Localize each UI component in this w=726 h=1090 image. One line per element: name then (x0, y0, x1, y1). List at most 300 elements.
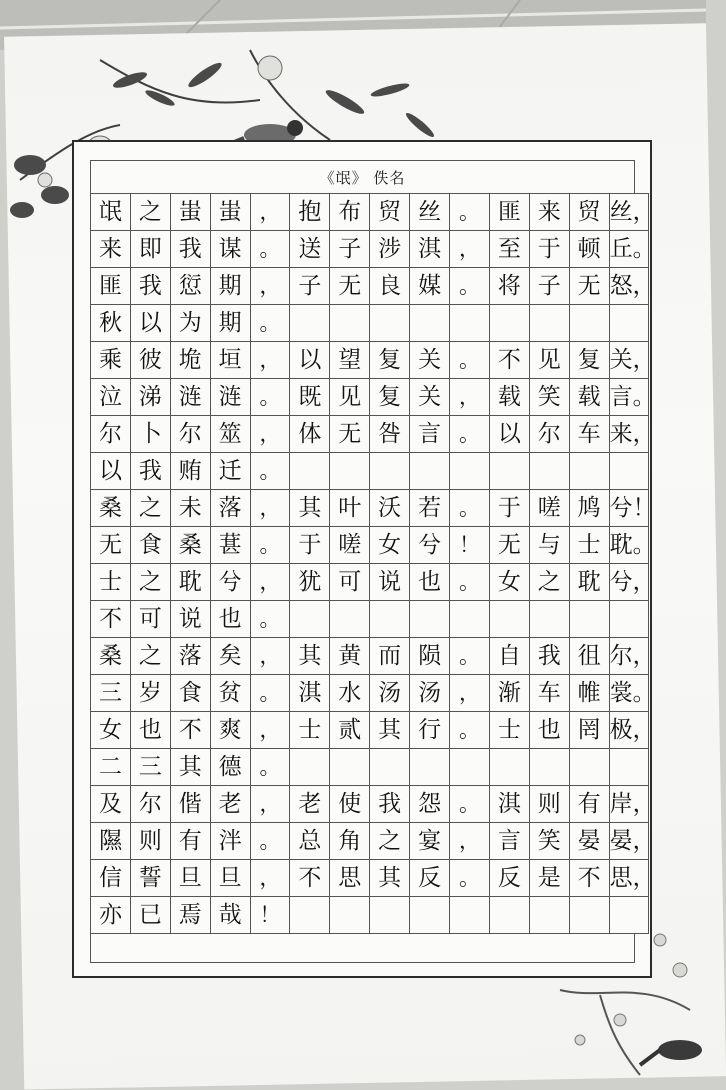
grid-cell: 丘。 (609, 231, 649, 268)
grid-cell: 望 (330, 342, 370, 379)
grid-cell (569, 453, 609, 490)
grid-cell: 子 (290, 268, 330, 305)
grid-cell: 良 (370, 268, 410, 305)
grid-cell: 。 (450, 638, 490, 675)
grid-cell: 自 (489, 638, 529, 675)
grid-cell (410, 453, 450, 490)
grid-cell: 帷 (569, 675, 609, 712)
grid-cell: 。 (250, 527, 290, 564)
grid-row (91, 897, 649, 934)
grid-cell: ， (250, 564, 290, 601)
grid-cell: 我 (370, 786, 410, 823)
grid-cell: 于 (489, 490, 529, 527)
grid-cell: ， (250, 786, 290, 823)
grid-cell: 载 (489, 379, 529, 416)
grid-cell: ， (250, 860, 290, 897)
grid-cell: 车 (529, 675, 569, 712)
grid-cell (489, 305, 529, 342)
grid-cell: 复 (370, 379, 410, 416)
grid-cell: 说 (370, 564, 410, 601)
grid-cell: 而 (370, 638, 410, 675)
grid-cell: 耽。 (609, 527, 649, 564)
grid-cell (330, 453, 370, 490)
character-grid (90, 193, 656, 934)
grid-cell: 谋 (210, 231, 250, 268)
grid-cell: 沃 (370, 490, 410, 527)
grid-cell: 之 (130, 564, 170, 601)
grid-cell: 载 (569, 379, 609, 416)
grid-cell: 不 (290, 860, 330, 897)
grid-cell: 尔 (130, 786, 170, 823)
grid-cell (609, 305, 649, 342)
grid-cell: 蚩 (210, 194, 250, 231)
grid-cell: 无 (330, 416, 370, 453)
grid-cell: 女 (370, 527, 410, 564)
grid-cell: 抱 (290, 194, 330, 231)
grid-cell: 爽 (210, 712, 250, 749)
grid-cell: ， (250, 638, 290, 675)
grid-cell: 以 (91, 453, 131, 490)
grid-cell: 泣 (91, 379, 131, 416)
grid-cell: 有 (569, 786, 609, 823)
grid-cell: 。 (250, 305, 290, 342)
grid-cell: 葚 (210, 527, 250, 564)
grid-row (91, 601, 649, 638)
grid-row (91, 268, 649, 305)
grid-cell: 泮 (210, 823, 250, 860)
grid-cell (609, 897, 649, 934)
grid-cell: 兮， (609, 564, 649, 601)
grid-cell: 。 (450, 564, 490, 601)
grid-cell: 为 (170, 305, 210, 342)
grid-cell: 。 (250, 675, 290, 712)
grid-cell: 无 (569, 268, 609, 305)
grid-cell (290, 749, 330, 786)
grid-cell (290, 453, 330, 490)
grid-cell: 来， (609, 416, 649, 453)
grid-cell: 之 (130, 638, 170, 675)
grid-cell: 关 (410, 342, 450, 379)
grid-row (91, 453, 649, 490)
grid-row (91, 786, 649, 823)
grid-cell: 无 (489, 527, 529, 564)
grid-cell: 角 (330, 823, 370, 860)
grid-cell: 我 (170, 231, 210, 268)
grid-cell: 送 (290, 231, 330, 268)
grid-row (91, 231, 649, 268)
grid-cell: ！ (450, 527, 490, 564)
grid-cell (410, 897, 450, 934)
grid-cell (410, 601, 450, 638)
grid-cell: 嗟 (529, 490, 569, 527)
grid-cell: 叶 (330, 490, 370, 527)
grid-cell: 徂 (569, 638, 609, 675)
writing-grid (90, 160, 656, 963)
grid-cell: ， (450, 231, 490, 268)
grid-cell: 。 (250, 231, 290, 268)
grid-cell: 秋 (91, 305, 131, 342)
grid-cell: ， (450, 379, 490, 416)
grid-cell: 言 (489, 823, 529, 860)
grid-cell: 女 (489, 564, 529, 601)
grid-cell: 来 (91, 231, 131, 268)
grid-row (91, 490, 649, 527)
grid-cell (330, 601, 370, 638)
grid-cell: 以 (489, 416, 529, 453)
grid-cell (450, 749, 490, 786)
grid-cell: 其 (370, 712, 410, 749)
grid-cell: 尔 (170, 416, 210, 453)
grid-cell: 卜 (130, 416, 170, 453)
grid-cell: 其 (290, 638, 330, 675)
grid-cell (290, 601, 330, 638)
grid-cell: 岁 (130, 675, 170, 712)
grid-cell: 贸 (569, 194, 609, 231)
grid-cell: 筮 (210, 416, 250, 453)
grid-cell: 汤 (410, 675, 450, 712)
grid-cell: 其 (290, 490, 330, 527)
grid-cell: 不 (489, 342, 529, 379)
grid-cell (330, 305, 370, 342)
grid-cell: 子 (330, 231, 370, 268)
grid-cell: 不 (91, 601, 131, 638)
grid-cell: 车 (569, 416, 609, 453)
grid-cell: 之 (130, 194, 170, 231)
grid-cell: 淇 (290, 675, 330, 712)
grid-cell (330, 749, 370, 786)
grid-cell: 。 (450, 490, 490, 527)
grid-cell: 晏 (569, 823, 609, 860)
grid-cell: 行 (410, 712, 450, 749)
grid-cell: 渐 (489, 675, 529, 712)
grid-cell: 怒， (609, 268, 649, 305)
grid-cell: 誓 (130, 860, 170, 897)
grid-cell: 复 (569, 342, 609, 379)
poem-title-row (90, 160, 635, 193)
grid-cell: 媒 (410, 268, 450, 305)
grid-cell: 我 (529, 638, 569, 675)
grid-cell: 也 (130, 712, 170, 749)
grid-cell: ， (250, 712, 290, 749)
grid-cell: 见 (529, 342, 569, 379)
grid-cell: 水 (330, 675, 370, 712)
grid-cell: 。 (250, 823, 290, 860)
grid-cell: 于 (529, 231, 569, 268)
grid-cell: 言 (410, 416, 450, 453)
grid-cell: 淇 (410, 231, 450, 268)
grid-cell: 反 (410, 860, 450, 897)
grid-cell: 之 (370, 823, 410, 860)
grid-cell (450, 601, 490, 638)
grid-cell (569, 749, 609, 786)
grid-cell: 氓 (91, 194, 131, 231)
grid-cell: ， (250, 342, 290, 379)
grid-cell (609, 453, 649, 490)
grid-cell (529, 601, 569, 638)
grid-cell (609, 601, 649, 638)
grid-cell: 士 (569, 527, 609, 564)
grid-cell: 尔 (91, 416, 131, 453)
grid-cell: 贰 (330, 712, 370, 749)
grid-cell: 犹 (290, 564, 330, 601)
grid-cell: 可 (330, 564, 370, 601)
grid-cell: 丝 (410, 194, 450, 231)
grid-cell (569, 305, 609, 342)
grid-cell: 宴 (410, 823, 450, 860)
grid-cell: 贸 (370, 194, 410, 231)
grid-cell (290, 305, 330, 342)
grid-row (91, 823, 649, 860)
grid-cell (569, 601, 609, 638)
grid-cell: ， (250, 268, 290, 305)
grid-cell: 不 (569, 860, 609, 897)
grid-cell: 汤 (370, 675, 410, 712)
grid-cell: 。 (450, 786, 490, 823)
grid-cell: 期 (210, 268, 250, 305)
grid-cell: 关 (410, 379, 450, 416)
grid-cell: 垝 (170, 342, 210, 379)
grid-row (91, 860, 649, 897)
grid-cell: 以 (290, 342, 330, 379)
grid-cell: 即 (130, 231, 170, 268)
grid-cell: 。 (450, 268, 490, 305)
grid-cell: 已 (130, 897, 170, 934)
grid-cell (290, 897, 330, 934)
grid-cell: 偕 (170, 786, 210, 823)
grid-cell: 兮 (410, 527, 450, 564)
grid-cell: 矣 (210, 638, 250, 675)
grid-row (91, 712, 649, 749)
grid-cell: 也 (529, 712, 569, 749)
grid-cell: 乘 (91, 342, 131, 379)
grid-cell: 桑 (91, 490, 131, 527)
grid-cell: 丝， (609, 194, 649, 231)
grid-cell: 是 (529, 860, 569, 897)
grid-cell: 也 (210, 601, 250, 638)
grid-cell: 反 (489, 860, 529, 897)
grid-cell: 笑 (529, 379, 569, 416)
grid-cell: 罔 (569, 712, 609, 749)
grid-cell: 至 (489, 231, 529, 268)
grid-cell (330, 897, 370, 934)
grid-cell: 嗟 (330, 527, 370, 564)
grid-cell: 老 (290, 786, 330, 823)
grid-cell: 体 (290, 416, 330, 453)
grid-cell: 无 (330, 268, 370, 305)
grid-cell: 于 (290, 527, 330, 564)
grid-cell: 极， (609, 712, 649, 749)
grid-cell: 食 (130, 527, 170, 564)
grid-cell: ， (250, 490, 290, 527)
grid-cell: 淇 (489, 786, 529, 823)
grid-cell (609, 749, 649, 786)
poem-title: 《氓》 佚名 (319, 168, 406, 187)
grid-cell: 信 (91, 860, 131, 897)
grid-cell: 桑 (170, 527, 210, 564)
grid-cell: 贿 (170, 453, 210, 490)
grid-cell: 。 (250, 601, 290, 638)
grid-cell: 怨 (410, 786, 450, 823)
grid-cell (410, 305, 450, 342)
grid-cell: 若 (410, 490, 450, 527)
grid-cell: 隰 (91, 823, 131, 860)
grid-cell: ， (450, 675, 490, 712)
grid-cell: 。 (250, 379, 290, 416)
grid-row (91, 379, 649, 416)
grid-cell: 耽 (170, 564, 210, 601)
grid-cell: 。 (250, 453, 290, 490)
grid-cell: 亦 (91, 897, 131, 934)
grid-cell: 。 (450, 194, 490, 231)
grid-cell (529, 897, 569, 934)
grid-cell: 可 (130, 601, 170, 638)
grid-cell (370, 897, 410, 934)
grid-cell: 旦 (170, 860, 210, 897)
grid-cell: 来 (529, 194, 569, 231)
grid-cell (489, 601, 529, 638)
grid-cell: 迁 (210, 453, 250, 490)
grid-cell: 贫 (210, 675, 250, 712)
grid-cell: 不 (170, 712, 210, 749)
grid-cell: 涉 (370, 231, 410, 268)
grid-cell: 言。 (609, 379, 649, 416)
grid-cell: 匪 (91, 268, 131, 305)
grid-cell (529, 749, 569, 786)
grid-cell: 之 (529, 564, 569, 601)
grid-cell (450, 453, 490, 490)
grid-cell: 子 (529, 268, 569, 305)
grid-row (91, 305, 649, 342)
grid-cell: 复 (370, 342, 410, 379)
grid-cell: 说 (170, 601, 210, 638)
grid-cell: 。 (450, 342, 490, 379)
grid-cell: 之 (130, 490, 170, 527)
grid-cell: 岸， (609, 786, 649, 823)
grid-cell: 以 (130, 305, 170, 342)
grid-cell: 将 (489, 268, 529, 305)
grid-cell: 布 (330, 194, 370, 231)
grid-row (91, 749, 649, 786)
grid-cell: 尔 (529, 416, 569, 453)
grid-cell (370, 453, 410, 490)
grid-cell: 涟 (210, 379, 250, 416)
grid-cell: 。 (450, 416, 490, 453)
grid-row (91, 194, 649, 231)
grid-cell: 顿 (569, 231, 609, 268)
grid-cell (450, 305, 490, 342)
grid-cell: 德 (210, 749, 250, 786)
grid-cell: 有 (170, 823, 210, 860)
grid-cell: 落 (170, 638, 210, 675)
grid-cell: 兮 (210, 564, 250, 601)
grid-row (91, 416, 649, 453)
grid-cell: 期 (210, 305, 250, 342)
grid-cell: 三 (130, 749, 170, 786)
grid-cell (410, 749, 450, 786)
grid-cell: 二 (91, 749, 131, 786)
grid-cell: 桑 (91, 638, 131, 675)
grid-row (91, 638, 649, 675)
grid-cell: ！ (250, 897, 290, 934)
grid-cell (489, 453, 529, 490)
grid-cell: 尔， (609, 638, 649, 675)
grid-cell (529, 453, 569, 490)
grid-cell: 及 (91, 786, 131, 823)
grid-cell (370, 601, 410, 638)
grid-row (91, 342, 649, 379)
grid-row (91, 527, 649, 564)
grid-cell: 鸠 (569, 490, 609, 527)
grid-cell: 咎 (370, 416, 410, 453)
grid-cell (489, 897, 529, 934)
grid-cell: 也 (410, 564, 450, 601)
grid-cell (569, 897, 609, 934)
grid-cell: 。 (250, 749, 290, 786)
grid-cell: 涟 (170, 379, 210, 416)
grid-cell: 思， (609, 860, 649, 897)
grid-cell (370, 749, 410, 786)
grid-cell: 哉 (210, 897, 250, 934)
grid-cell: 既 (290, 379, 330, 416)
grid-cell: 则 (130, 823, 170, 860)
grid-cell: ， (250, 194, 290, 231)
grid-cell: 我 (130, 453, 170, 490)
grid-cell: 笑 (529, 823, 569, 860)
grid-cell: ， (450, 823, 490, 860)
grid-cell: 食 (170, 675, 210, 712)
grid-cell: 女 (91, 712, 131, 749)
grid-cell: 匪 (489, 194, 529, 231)
grid-cell: 焉 (170, 897, 210, 934)
grid-cell: 见 (330, 379, 370, 416)
grid-cell: 。 (450, 712, 490, 749)
grid-cell: 士 (489, 712, 529, 749)
grid-cell: 黄 (330, 638, 370, 675)
grid-cell: 愆 (170, 268, 210, 305)
grid-cell: 蚩 (170, 194, 210, 231)
grid-cell: 未 (170, 490, 210, 527)
grid-cell: 其 (170, 749, 210, 786)
grid-cell: 总 (290, 823, 330, 860)
grid-cell: 士 (91, 564, 131, 601)
grid-cell: 彼 (130, 342, 170, 379)
grid-cell: 与 (529, 527, 569, 564)
grid-cell (370, 305, 410, 342)
blank-row (90, 934, 635, 963)
grid-cell: ， (250, 416, 290, 453)
grid-cell: 落 (210, 490, 250, 527)
grid-cell: 老 (210, 786, 250, 823)
grid-cell (529, 305, 569, 342)
grid-cell: 我 (130, 268, 170, 305)
grid-cell: 裳。 (609, 675, 649, 712)
grid-row (91, 675, 649, 712)
grid-cell: 思 (330, 860, 370, 897)
grid-cell: 无 (91, 527, 131, 564)
grid-row (91, 564, 649, 601)
grid-cell: 则 (529, 786, 569, 823)
grid-cell: 其 (370, 860, 410, 897)
grid-cell: 涕 (130, 379, 170, 416)
grid-cell: 旦 (210, 860, 250, 897)
grid-cell: 兮！ (609, 490, 649, 527)
grid-cell: 陨 (410, 638, 450, 675)
grid-cell (450, 897, 490, 934)
grid-cell: 关， (609, 342, 649, 379)
grid-cell (489, 749, 529, 786)
grid-cell: 士 (290, 712, 330, 749)
grid-cell: 。 (450, 860, 490, 897)
